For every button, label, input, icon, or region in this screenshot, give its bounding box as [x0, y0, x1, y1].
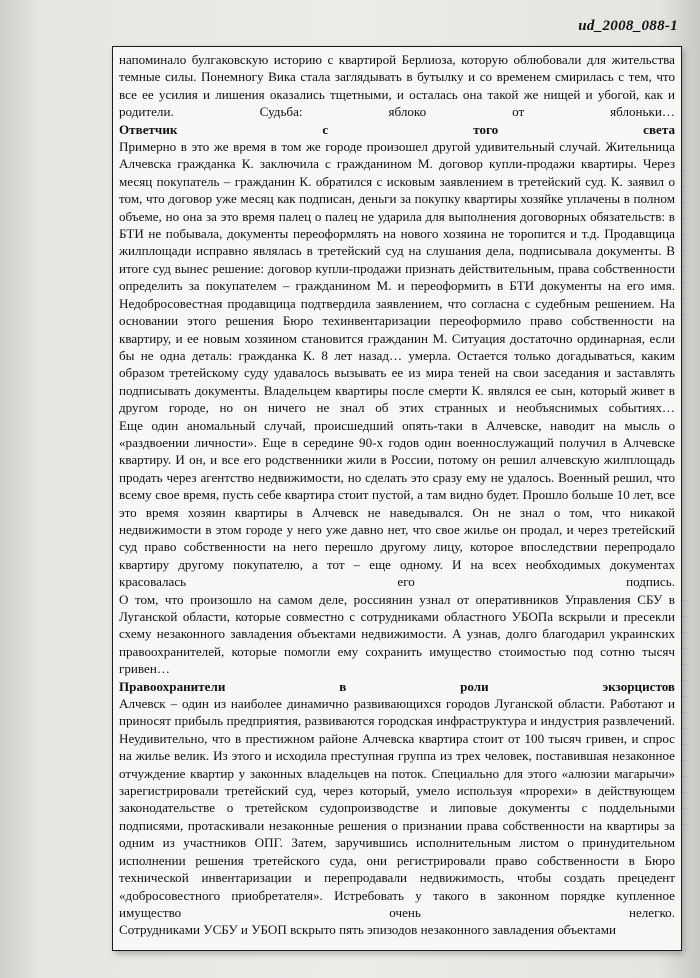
document-id: ud_2008_088-1 — [578, 18, 678, 34]
paragraph: Примерно в это же время в том же городе произошел другой удивительный случай. Жительница Алчевска гражданка К. заключила с гражданином М. договор купли-продажи квартиры. Через месяц покупатель – гражданин К. обратился с исковым заявлением в третейский суд. К. заявил о том, что договор уже месяц как подписан, деньги за покупку квартиры хозяйке уплачены в полном объеме, но она за это время палец о палец не ударила для выполнения договорных обязательств: в БТИ не побывала, документы переоформлять на нового хозяина не торопится и т.д. Продавщица жилплощади исправно являлась в третейский суд на слушания дела, подписывала документы. В итоге суд вынес решение: договор купли-продажи признать действительным, права собственности определить за покупателем – гражданином М. и переоформить в БТИ документы на его имя. Недобросовестная продавщица подтвердила заявлением, что согласна с судебным решением. На основании этого решения Бюро техинвентаризации переоформило право собственности на квартиру, и ее новым хозяином становится гражданин М. Ситуация достаточно ординарная, если бы не одна деталь: гражданка К. 8 лет назад… умерла. Остается только догадываться, каким образом третейскому суду удавалось вызывать ее из мира теней на свои заседания и заставлять подписывать документы. Владельцем квартиры после смерти К. являлся ее сын, который живет в другом городе, но он ничего не знал об этих странных и необъяснимых событиях… — [119, 139, 675, 416]
paragraph: О том, что произошло на самом деле, россиянин узнал от оперативников Управления СБУ в Луганской области, которые совместно с сотрудниками областного УБОПа вскрыли и пресекли схему незаконного завладения объектами недвижимости. А узнав, долго благодарил украинских правоохранителей, которые помогли ему сохранить имущество стоимостью под сотню тысяч гривен… — [119, 591, 675, 677]
section-heading: Ответчик с того света — [119, 121, 675, 137]
document-page — [112, 46, 682, 951]
paragraph: Еще один аномальный случай, происшедший опять-таки в Алчевске, наводит на мысль о «раздвоении личности». Еще в середине 90-х годов один военнослужащий получил в Алчевске квартиру. И он, и все его родственники жили в России, потому он решил алчевскую жилплощадь продать через агентство недвижимости, но сделать это сразу ему не удалось. Военный решил, что всему свое время, пусть себе квартира стоит пустой, а там видно будет. Прошло больше 10 лет, все это время хозяин квартиры в Алчевск не наведывался. Он не знал о том, что никакой недвижимости в этом городе у него уже давно нет, что свое жилье он продал, и через третейский суд право собственности на него перешло другому лицу, которое впоследствии перепродало квартиру другому покупателю, а тот – еще одному. И на всех необходимых документах красовалась его подпись. — [119, 417, 675, 590]
article-body — [119, 51, 675, 939]
paragraph: Алчевск – один из наиболее динамично развивающихся городов Луганской области. Работают и приносят прибыль предприятия, развиваются городская инфраструктура и индустрия развлечений. Неудивительно, что в престижном районе Алчевска квартира стоит от 100 тысяч гривен, и спрос на жилье велик. Из этого и исходила преступная группа из трех человек, поставившая незаконное отчуждение квартир у законных владельцев на поток. Специально для этого «алюзии магарычи» зарегистрировали третейский суд, через который, умело используя «прорехи» в действующем законодательстве о третейском судопроизводстве и липовые документы с поддельными подписями, протаскивали незаконные решения о признании права собственности на квартиры за одним из участников ОПГ. Затем, заручившись исполнительным листом о принудительном исполнении решения третейского суда, они регистрировали право собственности в Бюро технической инвентаризации и перепродавали недвижимость, чтобы создать прецедент «добросовестного приобретателя». Истребовать у такого в законном порядке купленное имущество очень нелегко. — [119, 696, 675, 920]
section-heading: Правоохранители в роли экзорцистов — [119, 678, 675, 694]
paragraph: напоминало булгаковскую историю с квартирой Берлиоза, которую облюбовали для жительства темные силы. Понемногу Вика стала заглядывать в бутылку и со временем смирилась с тем, что все ее усилия и лишения оказались тщетными, и осталась она такой же нищей и убогой, как и родители. Судьба: яблоко от яблоньки… — [119, 52, 675, 120]
paragraph: Сотрудниками УСБУ и УБОП вскрыто пять эпизодов незаконного завладения объектами — [119, 922, 617, 938]
